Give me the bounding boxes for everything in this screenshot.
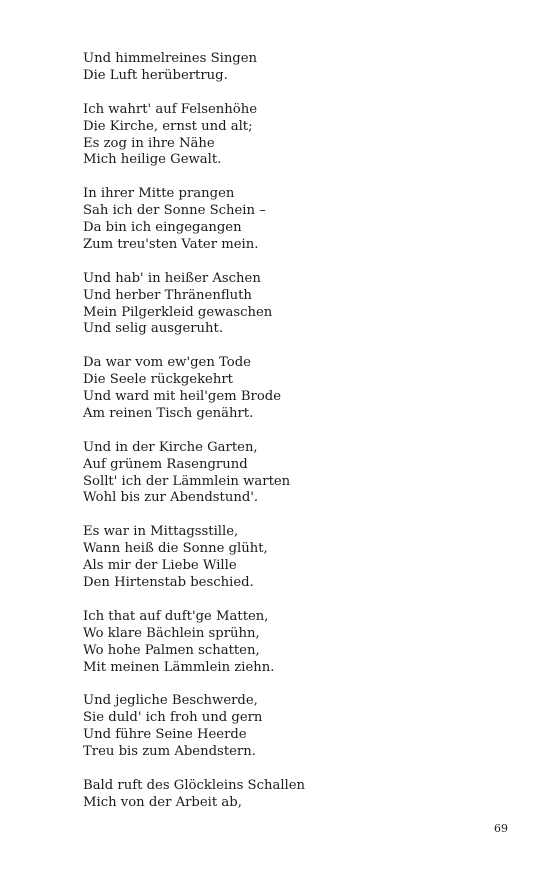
poem-text [83, 51, 503, 812]
stanza [83, 778, 503, 812]
verse-line: Wohl bis zur Abendstund'. [83, 490, 259, 506]
verse-line: Und jegliche Beschwerde, [83, 693, 258, 709]
verse-line: Und selig ausgeruht. [83, 321, 224, 337]
verse-line: Als mir der Liebe Wille [83, 558, 237, 574]
verse-line: Und herber Thränenfluth [83, 287, 252, 303]
verse-line: Ich wahrt' auf Felsenhöhe [83, 101, 258, 117]
verse-line: Zum treu'sten Vater mein. [83, 236, 259, 252]
verse-line: Wo hohe Palmen schatten, [83, 642, 260, 658]
stanza [83, 524, 503, 592]
verse-line: Es war in Mittagsstille, [83, 524, 239, 540]
page-number: 69 [494, 822, 508, 835]
verse-line: Am reinen Tisch genährt. [83, 405, 254, 421]
verse-line: Den Hirtenstab beschied. [83, 575, 254, 590]
verse-line: Auf grünem Rasengrund [83, 456, 248, 472]
stanza [83, 609, 503, 677]
verse-line: Sie duld' ich froh und gern [83, 710, 263, 726]
stanza [83, 271, 503, 339]
verse-line: Mein Pilgerkleid gewaschen [83, 304, 273, 320]
verse-line: Wann heiß die Sonne glüht, [83, 541, 268, 557]
verse-line: Ich that auf duft'ge Matten, [83, 608, 269, 624]
verse-line: Treu bis zum Abendstern. [83, 744, 256, 760]
verse-line: Mit meinen Lämmlein ziehn. [83, 659, 275, 675]
verse-line: Sollt' ich der Lämmlein warten [83, 473, 291, 489]
verse-line: Bald ruft des Glöckleins Schallen [83, 777, 306, 793]
stanza [83, 102, 503, 170]
stanza [83, 355, 503, 423]
stanza [83, 186, 503, 254]
verse-line: Die Kirche, ernst und alt; [83, 118, 253, 134]
verse-line: In ihrer Mitte prangen [83, 186, 235, 202]
verse-line: Es zog in ihre Nähe [83, 135, 215, 151]
verse-line: Mich heilige Gewalt. [83, 152, 222, 168]
verse-line: Und hab' in heißer Aschen [83, 270, 261, 286]
verse-line: Mich von der Arbeit ab, [83, 794, 242, 810]
verse-line: Und in der Kirche Garten, [83, 439, 258, 455]
verse-line: Sah ich der Sonne Schein – [83, 203, 266, 219]
verse-line: Die Seele rückgekehrt [83, 372, 233, 388]
verse-line: Die Luft herübertrug. [83, 67, 228, 83]
verse-line: Wo klare Bächlein sprühn, [83, 625, 260, 641]
verse-line: Und ward mit heil'gem Brode [83, 389, 282, 405]
stanza [83, 51, 503, 85]
stanza [83, 440, 503, 508]
verse-line: Und himmelreines Singen [83, 51, 258, 66]
verse-line: Und führe Seine Heerde [83, 727, 247, 743]
stanza [83, 693, 503, 761]
verse-line: Da war vom ew'gen Tode [83, 355, 251, 371]
verse-line: Da bin ich eingegangen [83, 220, 242, 236]
